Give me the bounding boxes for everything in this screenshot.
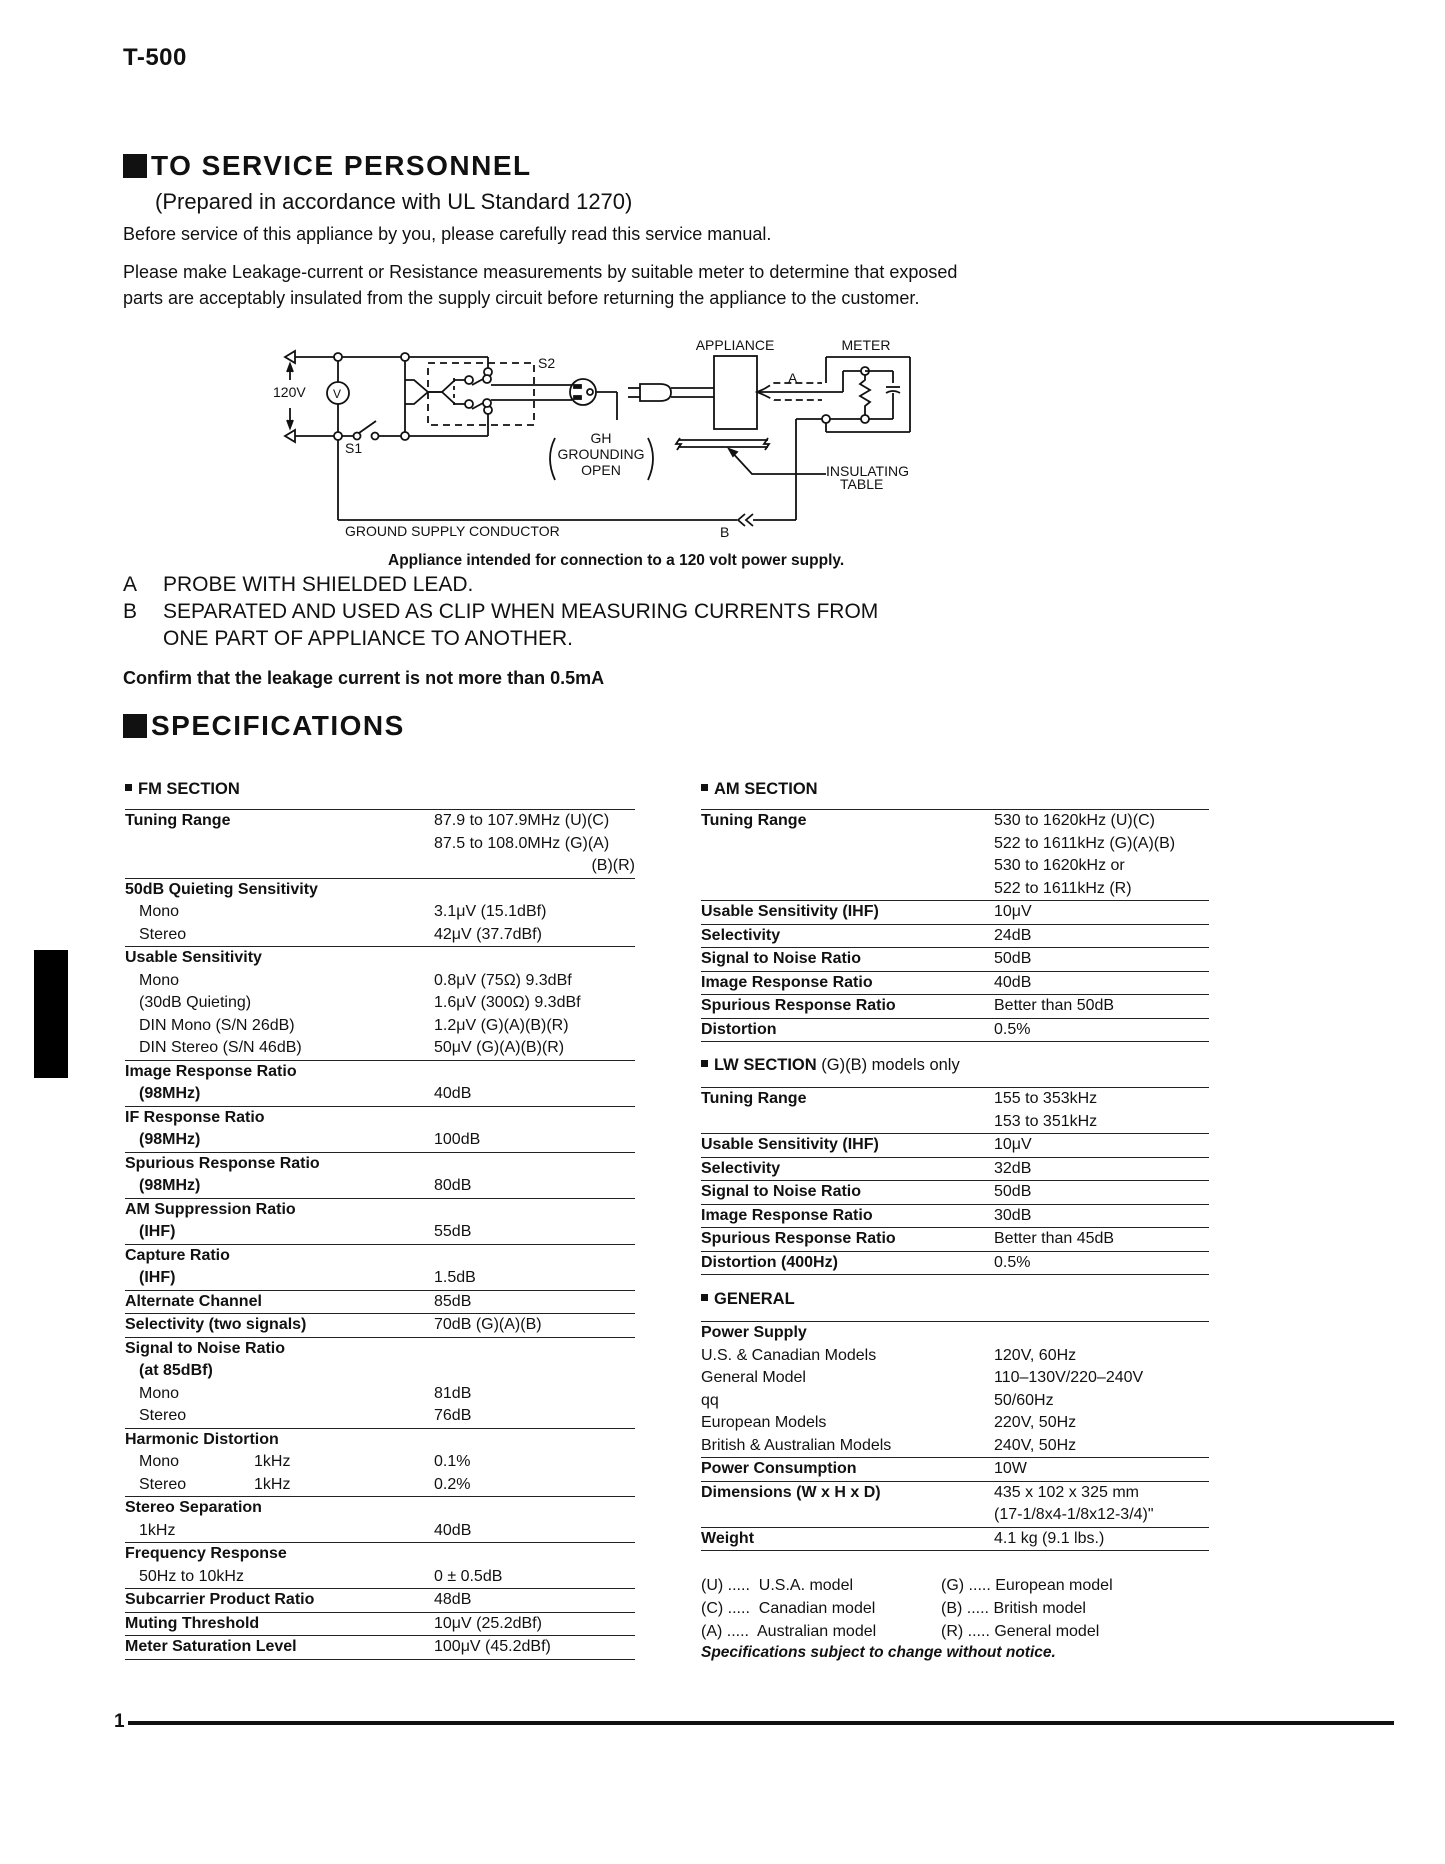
general-section-title: GENERAL [701, 1290, 795, 1309]
lw-section-title: LW SECTION (G)(B) models only [701, 1056, 960, 1075]
svg-text:S2: S2 [538, 355, 556, 371]
leakage-confirm: Confirm that the leakage current is not more than 0.5mA [123, 668, 605, 688]
service-heading [123, 150, 532, 182]
svg-text:TABLE: TABLE [840, 476, 884, 492]
bullet-icon [125, 784, 132, 791]
svg-text:GROUND SUPPLY CONDUCTOR: GROUND SUPPLY CONDUCTOR [345, 523, 560, 539]
note-text: ONE PART OF APPLIANCE TO ANOTHER. [163, 627, 574, 650]
page-edge-marker [34, 950, 68, 1078]
service-title: TO SERVICE PERSONNEL [151, 150, 532, 181]
note-key-spacer [123, 625, 163, 652]
general-spec-table: Power Supply U.S. & Canadian Models 120V, 60Hz General Model 110–130V/220–240V qq 50/60Hz European Models 220V, 50Hz British & Australian Models 240V, 50Hz Power Consumption 10W Dimensions (W x H x D) 435 x 102 x 325 mm (17-1/8x4-1/8x12-3/4)" Weight 4.1 kg (9.1 lbs.) [701, 1321, 1209, 1551]
service-para-1: Before service of this appliance by you, please carefully read this service manual. [123, 224, 772, 244]
bullet-icon [701, 1060, 708, 1067]
diagram-caption: Appliance intended for connection to a 120 volt power supply. [388, 552, 845, 569]
probe-notes [123, 571, 878, 652]
note-a [123, 571, 878, 598]
svg-text:GH: GH [590, 430, 612, 446]
note-key: B [123, 600, 138, 623]
bullet-icon [701, 1294, 708, 1301]
heading-block-icon [123, 154, 147, 178]
legend-row: (C) ..... Canadian model (B) ..... British model [701, 1600, 1086, 1617]
note-key: A [123, 573, 138, 596]
svg-text:GROUNDING: GROUNDING [557, 446, 645, 462]
specs-disclaimer: Specifications subject to change without notice. [701, 1644, 1056, 1661]
svg-text:B: B [720, 524, 730, 540]
lw-spec-table: Tuning Range 155 to 353kHz 153 to 351kHz Usable Sensitivity (IHF) 10μV Selectivity 32dB Signal to Noise Ratio 50dB Image Response Ratio 30dB Spurious Response Ratio Better than 45dB Distortion (400Hz) 0.5% [701, 1087, 1209, 1275]
note-b-cont [123, 625, 878, 652]
service-para-2-line-1: Please make Leakage-current or Resistance measurements by suitable meter to determine that exposed [123, 262, 958, 282]
note-text: SEPARATED AND USED AS CLIP WHEN MEASURING CURRENTS FROM [163, 600, 879, 623]
svg-text:V: V [333, 387, 342, 401]
svg-text:INSULATING: INSULATING [826, 463, 909, 479]
svg-text:S1: S1 [345, 440, 363, 456]
service-para-2-line-2: parts are acceptably insulated from the supply circuit before returning the appliance to the customer. [123, 288, 920, 308]
model-legend [701, 1574, 1113, 1643]
footer-rule [128, 1721, 1394, 1725]
heading-block-icon [123, 714, 147, 738]
svg-text:120V: 120V [273, 384, 306, 400]
note-text: PROBE WITH SHIELDED LEAD. [163, 573, 474, 596]
specs-heading [123, 710, 405, 742]
svg-text:A: A [788, 370, 798, 386]
am-spec-table: Tuning Range 530 to 1620kHz (U)(C) 522 to 1611kHz (G)(A)(B) 530 to 1620kHz or 522 to 1611kHz (R) Usable Sensitivity (IHF) 10μV Selectivity 24dB Signal to Noise Ratio 50dB Image Response Ratio 40dB Spurious Response Ratio Better than 50dB Distortion 0.5% [701, 809, 1209, 1042]
fm-section-title: FM SECTION [125, 780, 240, 799]
note-b [123, 598, 878, 625]
specs-title: SPECIFICATIONS [151, 710, 405, 741]
legend-row: (A) ..... Australian model (R) ..... General model [701, 1623, 1100, 1640]
bullet-icon [701, 784, 708, 791]
service-subtitle: (Prepared in accordance with UL Standard 1270) [155, 189, 633, 214]
fm-spec-table: Tuning Range 87.9 to 107.9MHz (U)(C) 87.5 to 108.0MHz (G)(A) (B)(R) 50dB Quieting Sensitivity Mono 3.1μV (15.1dBf) Stereo 42μV (37.7dBf) Usable Sensitivity Mono 0.8μV (75Ω) 9.3dBf (30dB Quieting) 1.6μV (300Ω) 9.3dBf DIN Mono (S/N 26dB) 1.2μV (G)(A)(B)(R) DIN Stereo (S/N 46dB) 50μV (G)(A)(B)(R) Image Response Ratio (98MHz) 40dB IF Response Ratio (98MHz) 100dB Spurious Response Ratio (98MHz) 80dB AM Suppression Ratio (IHF) 55dB Capture Ratio (IHF) 1.5dB Alternate Channel 85dB Selectivity (two signals) 70dB (G)(A)(B) Signal to Noise Ratio (at 85dBf) Mono 81dB Stereo 76dB Harmonic Distortion Mono 1kHz 0.1% Stereo 1kHz 0.2% Stereo Separation 1kHz 40dB Frequency Response 50Hz to 10kHz 0 ± 0.5dB Subcarrier Product Ratio 48dB Muting Threshold 10μV (25.2dBf) Meter Saturation Level 100μV (45.2dBf) [125, 809, 635, 1660]
page-number: 1 [114, 1711, 125, 1732]
legend-row: (U) ..... U.S.A. model (G) ..... European model [701, 1577, 1113, 1594]
svg-text:METER: METER [841, 337, 891, 353]
svg-text:OPEN: OPEN [581, 462, 621, 478]
leakage-test-diagram [270, 330, 950, 545]
model-number: T-500 [123, 44, 187, 71]
svg-text:APPLIANCE: APPLIANCE [695, 337, 775, 353]
am-section-title: AM SECTION [701, 780, 818, 799]
